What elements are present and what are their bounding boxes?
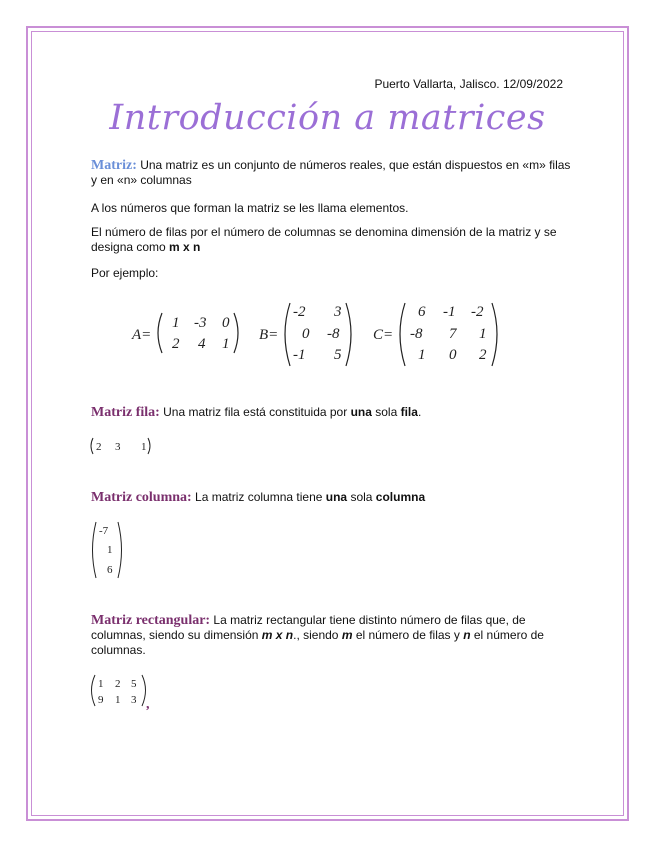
place-date: Puerto Vallarta, Jalisco. 12/09/2022 [374,77,563,91]
rectangular-bi-a: m x n [261,628,294,642]
rectangular-text-a: La matriz rectangular tiene distinto número de filas que, de columnas, siendo su dimensión [91,613,526,642]
matrix-b-cell: -8 [327,326,340,342]
columna-matrix-cell: 1 [107,544,113,556]
matrix-c-name: C [373,327,384,343]
matrix-c-cell: 6 [418,304,426,320]
rectangular-matrix-right-bracket [142,675,146,706]
columna-matrix [88,518,128,582]
fila-matrix-right-bracket [148,438,150,454]
matrix-b-cell: -1 [293,347,306,363]
rectangular-comma: , [146,697,150,712]
matrix-a-name: A [132,327,142,343]
matrix-c-cell: 1 [418,347,426,363]
page-title: Introducción a matrices [109,98,546,138]
fila-matrix-cell: 3 [115,441,121,453]
dimension-text: El número de filas por el número de columnas se denomina dimensión de la matriz y se designa como [91,225,557,254]
matrix-c-cell: -2 [471,304,484,320]
matrix-a-cell: 0 [222,315,230,331]
fila-matrix-left-bracket [91,438,93,454]
columna-bold-b: columna [375,490,426,504]
rectangular-matrix-cell: 1 [98,678,104,690]
columna-matrix-right-bracket [118,522,122,578]
rectangular-matrix-cell: 2 [115,678,121,690]
matrix-a-cell: 2 [172,336,180,352]
rectangular-bi-b: m [341,628,353,642]
matrix-c-cell: 1 [479,326,487,342]
matriz-text: Una matriz es un conjunto de números reales, que están dispuestos en «m» filas y en «n» columnas [91,158,571,187]
matrix-c-cell: 7 [449,326,457,342]
matrix-c-right-bracket [492,303,497,366]
fila-term: Matriz fila: [91,405,160,420]
matrix-c-cell: -8 [410,326,423,342]
columna-bold-a: una [325,490,348,504]
matrix-b-cell: 0 [302,326,310,342]
fila-definition [91,405,571,420]
rectangular-term: Matriz rectangular: [91,613,211,628]
matrix-c-left-bracket [400,303,405,366]
fila-matrix-cell: 1 [141,441,147,453]
matrix-b-left-bracket [285,303,290,366]
matrix-a-cell: 4 [198,336,206,352]
fila-text-c: . [417,405,422,419]
rectangular-matrix [86,672,166,712]
columna-definition [91,490,571,505]
columna-term: Matriz columna: [91,490,192,505]
elementos-text: A los números que forman la matriz se les llama elementos. [91,201,409,215]
rectangular-matrix-cell: 5 [131,678,137,690]
columna-text-b: sola [347,490,376,504]
rectangular-text-d: el número de columnas. [91,628,544,657]
fila-bold-b: fila [400,405,418,419]
columna-text-a: La matriz columna tiene [191,490,326,504]
matrix-c-cell: 2 [479,347,487,363]
columna-matrix-cell: 6 [107,564,113,576]
matrix-b-right-bracket [346,303,351,366]
matrix-a-cell: -3 [194,315,207,331]
matrix-a-label [131,327,151,343]
rectangular-text-c: el número de filas y [352,628,464,642]
rectangular-bi-c: n [463,628,471,642]
matrix-b-equals: = [268,327,279,343]
dimension-bold: m x n [169,240,201,254]
rectangular-text-b: ., siendo [293,628,342,642]
rectangular-matrix-cell: 3 [131,694,137,706]
matrix-b-cell: 3 [334,304,342,320]
matrix-c-equals: = [383,327,394,343]
fila-matrix-cell: 2 [96,441,102,453]
matrix-a-right-bracket [234,313,238,353]
rectangular-definition [91,613,571,658]
columna-matrix-cell: -7 [99,525,109,537]
ejemplo-text: Por ejemplo: [91,266,159,280]
matrix-a-left-bracket [158,313,162,353]
fila-text-a: Una matriz fila está constituida por [159,405,351,419]
matrix-b-cell: 5 [334,347,342,363]
matrix-c-cell: 0 [449,347,457,363]
matriz-term: Matriz: [91,158,137,173]
fila-text-b: sola [371,405,401,419]
fila-matrix [86,434,166,458]
rectangular-matrix-left-bracket [92,675,96,706]
matrix-c-label [373,327,393,343]
matrix-a-equals: = [141,327,152,343]
rectangular-matrix-cell: 1 [115,694,121,706]
columna-matrix-left-bracket [93,522,97,578]
matrix-b-name: B [259,327,269,343]
matrix-b-label [259,327,278,343]
matrix-b-cell: -2 [293,304,306,320]
fila-bold-a: una [350,405,372,419]
matrix-a-cell: 1 [172,315,180,331]
matrix-c-cell: -1 [443,304,456,320]
matrix-a-cell: 1 [222,336,230,352]
rectangular-matrix-cell: 9 [98,694,104,706]
